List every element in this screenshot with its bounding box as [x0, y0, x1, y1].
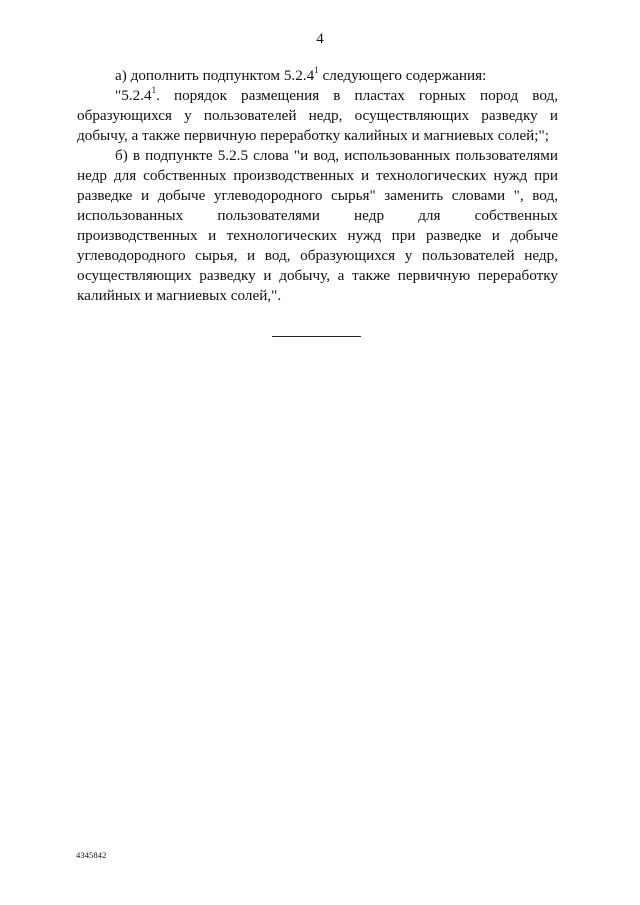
paragraph-quote [77, 86, 558, 146]
paragraph-quote-superscript: 1 [151, 84, 157, 95]
paragraph-quote-text-end: . порядок размещения в пластах горных пород вод, образующихся у пользователей недр, осуществляющих разведку и добычу, а также первичную переработку калийных и магниевых солей;"; [77, 87, 558, 144]
document-id: 4345842 [76, 850, 107, 860]
end-divider-line [272, 336, 361, 337]
paragraph-a [77, 66, 558, 86]
paragraph-a-text-end: следующего содержания: [318, 67, 487, 84]
paragraph-b [77, 146, 558, 306]
paragraph-b-text: б) в подпункте 5.2.5 слова "и вод, использованных пользователями недр для собственных производственных и технологических нужд при разведке и добыче углеводородного сырья" заменить словами ", вод, использованных пользователями недр для собственных производственных и технологических нужд при разведке и добыче углеводородного сырья, и вод, образующихся у пользователей недр, осуществляющих разведку и добычу, а также первичную переработку калийных и магниевых солей,". [77, 147, 558, 304]
paragraph-quote-text: "5.2.4 [115, 87, 152, 104]
page-number: 4 [316, 31, 324, 47]
document-body [77, 66, 558, 306]
paragraph-a-text: а) дополнить подпунктом 5.2.4 [115, 67, 315, 84]
paragraph-a-superscript: 1 [314, 64, 319, 75]
